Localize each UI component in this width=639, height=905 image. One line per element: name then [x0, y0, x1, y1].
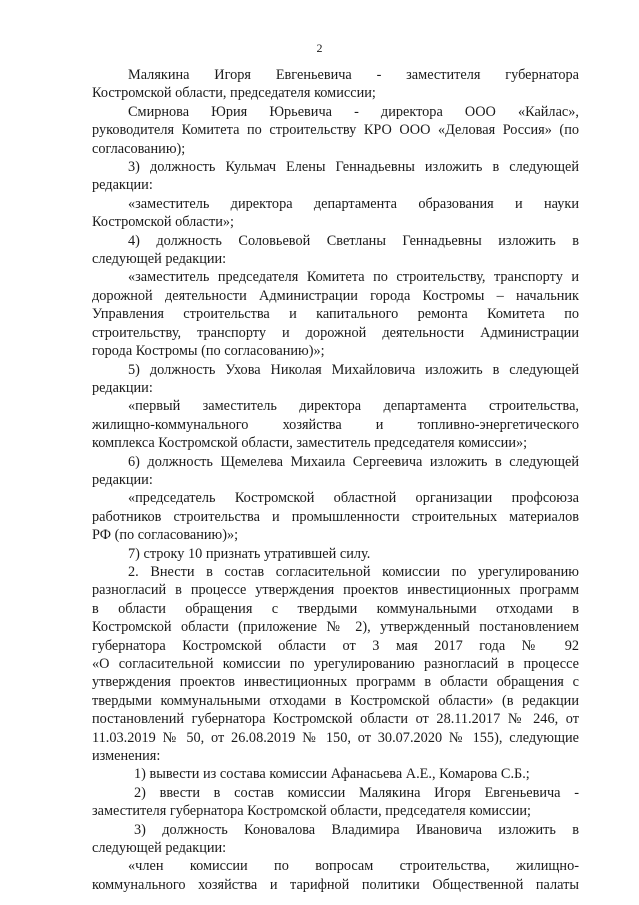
text-line: города Костромы (по согласованию)»; — [92, 343, 325, 360]
text-line: «первый заместитель директора департамента строительства, — [128, 398, 579, 415]
text-line: следующей редакции: — [92, 840, 227, 857]
text-line: редакции: — [92, 379, 153, 396]
text-line: 4) должность Соловьевой Светланы Геннадьевны изложить в — [128, 232, 579, 249]
paragraph — [92, 158, 579, 195]
text-line: постановлений губернатора Костромской области от 28.11.2017 № 246, от — [92, 711, 579, 728]
text-line: редакции: — [92, 471, 153, 488]
text-line: Костромской области»; — [92, 214, 235, 231]
paragraph — [92, 232, 579, 269]
text-line: изменения: — [92, 748, 161, 765]
paragraph — [92, 397, 579, 452]
text-line: «заместитель председателя Комитета по строительству, транспорту и — [128, 269, 579, 286]
text-line: 3) должность Кульмач Елены Геннадьевны изложить в следующей — [128, 159, 579, 176]
text-line: жилищно-коммунального хозяйства и топливно-энергетического — [92, 416, 579, 433]
text-line: согласованию); — [92, 140, 186, 157]
paragraph — [92, 784, 579, 821]
text-line: Костромской области (приложение № 2), утвержденный постановлением — [92, 619, 579, 636]
text-line: 6) должность Щемелева Михаила Сергеевича изложить в следующей — [128, 453, 579, 470]
paragraph — [92, 821, 579, 858]
text-line: губернатора Костромской области от 3 мая 2017 года № 92 — [92, 637, 579, 654]
text-line: 3) должность Коновалова Владимира Ивановича изложить в — [134, 821, 579, 838]
text-line: 2. Внести в состав согласительной комиссии по урегулированию — [128, 563, 579, 580]
paragraph — [92, 857, 579, 894]
text-line: комплекса Костромской области, заместитель председателя комиссии»; — [92, 435, 528, 452]
text-line: «председатель Костромской областной организации профсоюза — [128, 490, 579, 507]
text-line: разногласий в процессе утверждения проектов инвестиционных программ — [92, 582, 579, 599]
page-number: 2 — [316, 41, 323, 55]
paragraph — [92, 563, 579, 765]
text-line: 11.03.2019 № 50, от 26.08.2019 № 150, от 30.07.2020 № 155), следующие — [92, 729, 579, 746]
text-line: руководителя Комитета по строительству КРО ООО «Деловая Россия» (по — [92, 122, 579, 139]
text-line: «заместитель директора департамента образования и науки — [128, 195, 579, 212]
text-line: утверждения проектов инвестиционных программ в области обращения с — [92, 674, 579, 691]
text-line: Костромской области, председателя комиссии; — [92, 85, 376, 102]
paragraph — [92, 453, 579, 490]
paragraph — [92, 103, 579, 158]
text-line: 7) строку 10 признать утратившей силу. — [128, 545, 371, 562]
text-line: РФ (по согласованию)»; — [92, 527, 239, 544]
paragraph — [92, 66, 579, 103]
text-line: 5) должность Ухова Николая Михайловича изложить в следующей — [128, 361, 579, 378]
text-line: «член комиссии по вопросам строительства, жилищно- — [128, 858, 579, 875]
paragraph — [92, 489, 579, 544]
text-line: следующей редакции: — [92, 251, 227, 268]
text-line: коммунального хозяйства и тарифной политики Общественной палаты — [92, 876, 579, 893]
text-line: редакции: — [92, 177, 153, 194]
text-line: твердыми коммунальными отходами в Костромской области» (в редакции — [92, 692, 579, 709]
text-line: Управления строительства и капитального ремонта Комитета по — [92, 306, 579, 323]
text-line: работников строительства и промышленности строительных материалов — [92, 508, 579, 525]
paragraph — [92, 268, 579, 360]
paragraph — [92, 361, 579, 398]
text-line: дорожной деятельности Администрации города Костромы – начальник — [92, 287, 579, 304]
text-line: Малякина Игоря Евгеньевича - заместителя губернатора — [128, 67, 579, 83]
text-line: 1) вывести из состава комиссии Афанасьева А.Е., Комарова С.Б.; — [134, 766, 530, 783]
text-line: Смирнова Юрия Юрьевича - директора ООО «Кайлас», — [128, 103, 579, 120]
paragraph — [92, 545, 579, 563]
text-line: строительству, транспорту и дорожной деятельности Администрации — [92, 324, 579, 341]
paragraph — [92, 195, 579, 232]
paragraph — [92, 765, 579, 783]
text-line: «О согласительной комиссии по урегулированию разногласий в процессе — [92, 656, 579, 672]
document-body — [92, 66, 579, 894]
text-line: 2) ввести в состав комиссии Малякина Игоря Евгеньевича - — [134, 784, 579, 801]
text-line: в области обращения с твердыми коммунальными отходами в — [92, 600, 579, 617]
text-line: заместителя губернатора Костромской области, председателя комиссии; — [92, 803, 532, 820]
